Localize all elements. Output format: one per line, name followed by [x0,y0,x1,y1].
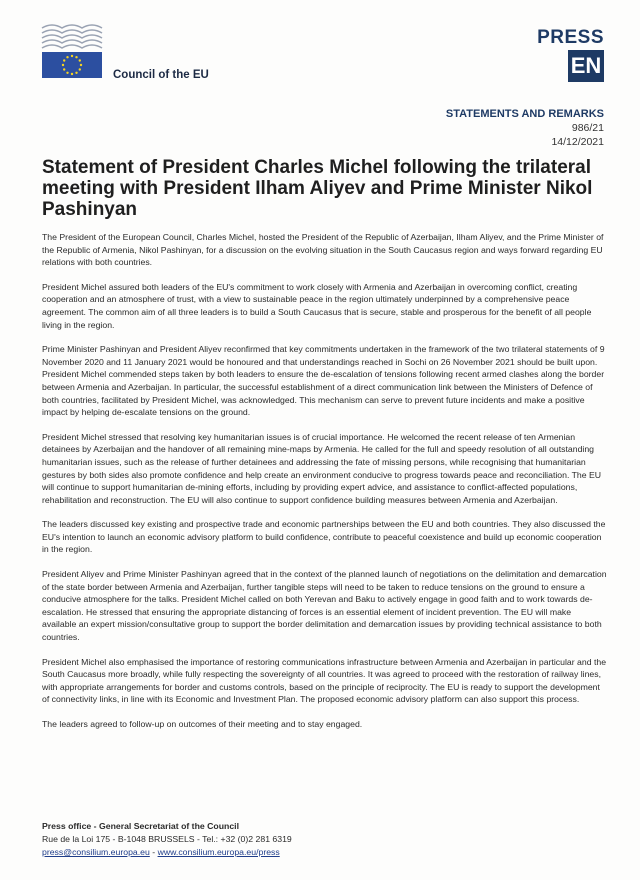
website-link[interactable]: www.consilium.europa.eu/press [157,847,280,857]
eu-star [63,68,65,70]
link-separator: - [149,847,158,857]
org-name: Council of the EU [113,69,209,81]
press-badge [537,28,604,82]
paragraph: President Michel also emphasised the importance of restoring communications infrastructure between Armenia and Azerbaijan in particular and the South Caucasus more broadly, while fully respecting the sovereignty of all countries. It was agreed to proceed with the restoration of railway lines, with appropriate arrangements for border and customs controls, based on the principle of reciprocity. The EU is ready to support the development of connectivity links, in line with its Economic and Investment Plan. The proposed economic advisory platform can also support this process. [42,656,607,705]
press-office-address: Rue de la Loi 175 - B-1048 BRUSSELS - Tel.: +32 (0)2 281 6319 [42,834,292,844]
council-logo [40,20,240,84]
language-badge: EN [568,50,604,82]
paragraph: President Michel stressed that resolving key humanitarian issues is of crucial importance. He welcomed the recent release of ten Armenian detainees by Azerbaijan and the handover of all remaining mine-maps by Armenia. He called for the full and speedy resolution of all outstanding humanitarian issues, such as the release of further detainees and addressing the fate of missing persons, while recognising that humanitarian gestures by both sides also promote confidence and help create an environment conducive to progress towards peace and reconciliation. The EU will continue to support humanitarian de-mining efforts, including by providing expert advice, and assistance to conflict-affected populations, rehabilitation and reconstruction. The EU will also continue to support confidence building measures between Armenia and Azerbaijan. [42,431,602,505]
eu-star [71,73,73,75]
eu-star [79,68,81,70]
page-title: Statement of President Charles Michel following the trilateral meeting with President Ilham Aliyev and Prime Minister Nikol Pashinyan [42,157,593,220]
eu-star [71,55,73,57]
document-number: 986/21 [571,122,604,134]
eu-star [75,56,77,58]
footer [42,820,292,859]
contact-links [42,846,292,859]
document-date: 14/12/2021 [551,136,604,148]
paragraph: Prime Minister Pashinyan and President Aliyev reconfirmed that key commitments undertaken in the framework of the two trilateral statements of 9 November 2020 and 11 January 2021 would be honoured and that understandings reached in Sochi on 26 November 2021 should be built upon. President Michel commended steps taken by both leaders to ensure the de-escalation of tensions following recent armed clashes along the border between Armenia and Azerbaijan. In particular, the successful establishment of a direct communication link between the Ministers of Defence of both countries, facilitated by President Michel, was acknowledged. This mechanism can serve to prevent future incidents and make a positive impact by helping de-escalate tensions on the ground. [42,344,605,418]
eu-star [79,59,81,61]
paragraph: President Aliyev and Prime Minister Pashinyan agreed that in the context of the planned launch of negotiations on the delimitation and demarcation of the state border between Armenia and Azerbaijan, further tangible steps will need to be taken to reduce tensions on the ground to ensure a conducive atmosphere for the talks. President Michel called on both Yerevan and Baku to actively engage in good faith and to work towards de-escalation. He stressed that ensuring the appropriate distancing of forces is an essential element of incident prevention. The EU will make available an expert mission/consultative group to support the border delimitation and demarcation issues by providing technical assistance to both countries. [42,569,607,643]
paragraph: The leaders discussed key existing and prospective trade and economic partnerships between the EU and both countries. They also discussed the EU's intention to launch an economic advisory platform to build confidence, contribute to peaceful coexistence and build up economic cooperation in the region. [42,519,606,555]
eu-star [80,64,82,66]
press-office-name: Press office - General Secretariat of the Council [42,821,239,831]
eu-star [66,56,68,58]
eu-star [62,64,64,66]
document-type: STATEMENTS AND REMARKS [445,108,604,120]
paragraph: The President of the European Council, Charles Michel, hosted the President of the Republic of Azerbaijan, Ilham Aliyev, and the Prime Minister of the Republic of Armenia, Nikol Pashinyan, for a discussion on the evolving situation in the South Caucasus region and ways forward regarding EU relations with both countries. [42,232,604,268]
eu-star [66,72,68,74]
paragraph: President Michel assured both leaders of the EU's commitment to work closely with Armenia and Azerbaijan in overcoming conflict, creating cooperation and an atmosphere of trust, with a view to sustainable peace in the region ultimately underpinned by a comprehensive peace agreement. The common aim of all three leaders is to build a South Caucasus that is secure, stable and prosperous for the benefit of all people living in the region. [42,281,592,330]
eu-star [63,59,65,61]
eu-star [75,72,77,74]
email-link[interactable]: press@consilium.europa.eu [42,847,150,857]
document-meta [446,107,604,149]
press-label: PRESS [537,27,604,48]
paragraph: The leaders agreed to follow-up on outcomes of their meeting and to stay engaged. [42,719,363,729]
statement-body [42,231,607,743]
